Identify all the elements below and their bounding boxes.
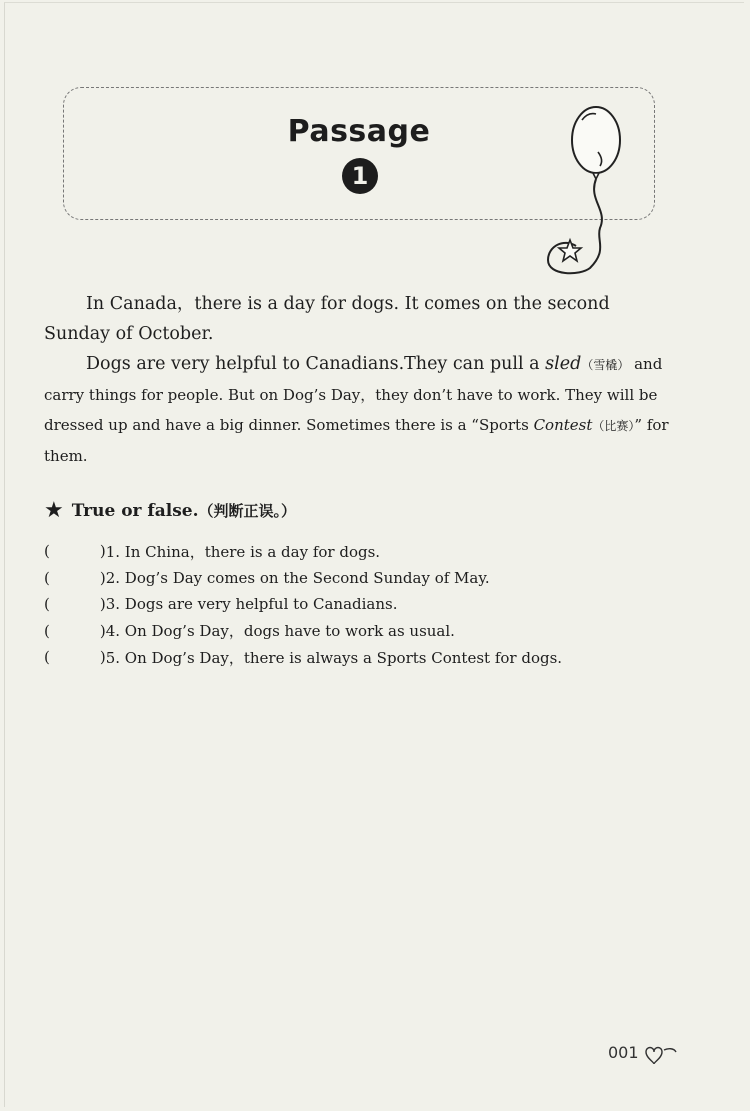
heart-icon — [642, 1044, 682, 1066]
instruction-cn: （判断正误。） — [198, 502, 297, 520]
answer-bracket[interactable]: ( ) — [44, 595, 106, 614]
paragraph-2-text-b: and carry things for people. But on Dog’s Day，they don’t have to work. They will be dressed up and have a big dinner. Sometimes there is a “Sports — [44, 355, 663, 434]
question-item — [44, 591, 562, 618]
answer-bracket[interactable]: ( ) — [44, 568, 106, 587]
contest-gloss: （比赛） — [592, 419, 635, 433]
sled-gloss: （雪橇） — [581, 358, 630, 372]
answer-bracket[interactable]: ( ) — [44, 648, 106, 667]
question-item — [44, 565, 562, 592]
question-text: 2. Dog’s Day comes on the Second Sunday of May. — [105, 568, 490, 587]
balloon-icon — [538, 100, 648, 280]
question-item — [44, 538, 562, 565]
question-text: 4. On Dog’s Day，dogs have to work as usual. — [105, 622, 455, 641]
paragraph-2 — [44, 349, 680, 471]
passage-text — [44, 289, 680, 471]
answer-bracket[interactable]: ( ) — [44, 542, 106, 561]
paragraph-2-text-a: Dogs are very helpful to Canadians.They can pull a — [86, 354, 546, 374]
question-text: 1. In China，there is a day for dogs. — [105, 542, 381, 561]
question-item — [44, 644, 562, 671]
star-icon: ★ — [44, 498, 64, 523]
question-item — [44, 618, 562, 645]
page-number: 001 — [608, 1043, 639, 1062]
word-contest: Contest — [533, 416, 593, 434]
word-sled: sled — [545, 354, 582, 374]
passage-title: Passage — [287, 114, 431, 149]
paragraph-2-end: ” for them. — [44, 416, 669, 465]
answer-bracket[interactable]: ( ) — [44, 621, 106, 640]
question-text: 3. Dogs are very helpful to Canadians. — [105, 595, 398, 614]
question-list — [44, 538, 562, 671]
question-text: 5. On Dog’s Day，there is always a Sports Contest for dogs. — [105, 648, 563, 667]
paragraph-1: In Canada，there is a day for dogs. It comes on the second Sunday of October. — [44, 294, 610, 344]
instruction-text: True or false. — [71, 500, 199, 521]
passage-number-badge: 1 — [342, 158, 378, 194]
exercise-instruction — [44, 498, 296, 523]
